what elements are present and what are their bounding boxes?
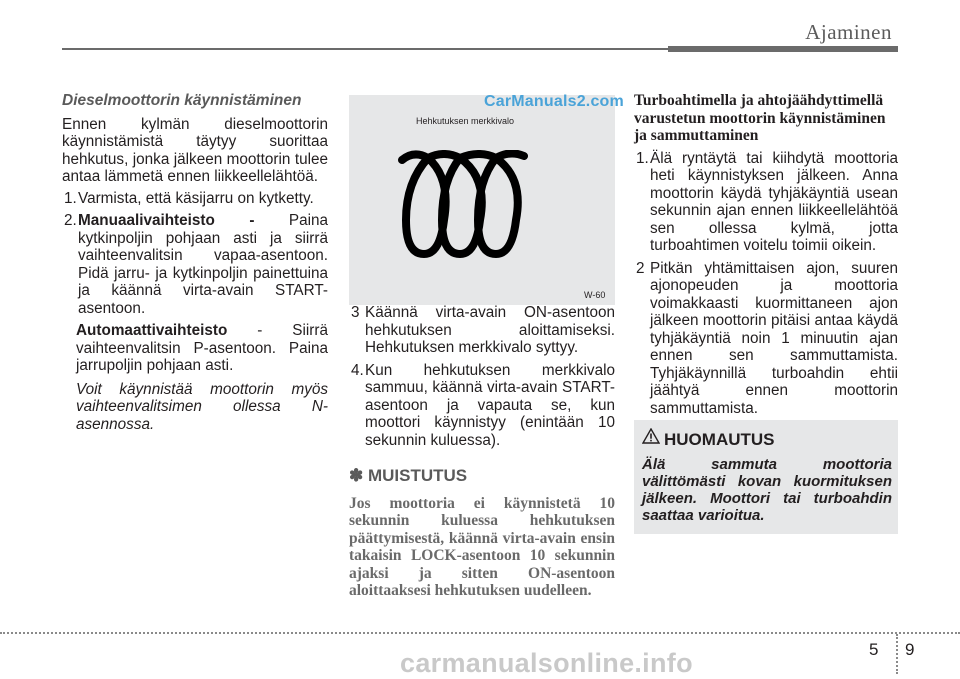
step-1 [62,190,328,208]
step-lead: Manuaalivaihteisto - [78,212,255,229]
header-rule-accent [668,46,898,52]
footer-watermark: carmanualsonline.info [400,648,693,678]
step-3 [349,304,615,357]
automatic-text: - Siirrä vaihteenvalitsin P-asentoon. Paina jarrupoljin pohjaan asti. [76,322,328,374]
watermark: CarManuals2.com [484,93,624,110]
memo-text: Jos moottoria ei käynnistetä 10 sekunnin kuluessa hehkutuksen päättymisestä, käännä virta-avain ensin takaisin LOCK-asentoon 10 sekunnin ajaksi ja sitten ON-asentoon aloittaaksesi hehkutuksen uudelleen. [349,494,615,599]
automatic-lead: Automaattivaihteisto [76,322,228,339]
chapter-title: Ajaminen [805,20,892,44]
figure-label: Hehkutuksen merkkivalo [416,116,515,126]
step-number: 2 [636,259,645,277]
turbo-section [634,92,898,422]
chapter-number: 5 [869,640,879,659]
caution-text: Älä sammuta moottoria välittömästi kovan kuormituksen jälkeen. Moottori tai turboahdin saattaa varioitua. [642,456,892,524]
step-number: 1. [636,149,649,167]
step-text: Pitkän yhtämittaisen ajon, suuren ajonopeuden ja moottoria voimakkaasti kuormittaneen ajon jälkeen moottorin pitäisi antaa käydä tyhjäkäyntiä noin 1 minuutin ajan ennen sen sammuttamista. Tyhjäkäynnillä turboahdin ehtii jäähtyä ennen moottorin sammuttamista. [650,259,898,417]
intro-paragraph: Ennen kylmän dieselmoottorin käynnistämistä täytyy suorittaa hehkutus, jonka jälkeen moottorin tulee antaa lämmetä ennen liikkeellelähtöä. [62,115,328,185]
page-number: 9 [905,640,915,659]
step-2 [62,212,328,317]
steps-continued [349,304,615,600]
warning-icon [642,428,660,444]
glow-plug-indicator-icon [396,150,566,260]
step-text: Paina kytkinpoljin pohjaan asti ja siirrä vaihteenvalitsin vapaa-asentoon. Pidä jarru- ja kytkinpoljin painettuina ja käännä virta-avain START-asentoon. [78,212,329,317]
caution-title: HUOMAUTUS [664,430,775,449]
turbo-step-2 [634,260,898,418]
memo-title: ✽ MUISTUTUS [349,466,468,485]
step-text: Käännä virta-avain ON-asentoon hehkutuksen aloittamiseksi. Hehkutuksen merkkivalo syttyy. [365,304,615,356]
step-text: Kun hehkutuksen merkkivalo sammuu, käännä virta-avain START-asentoon ja vapauta se, kun moottori käynnistyy (enintään 10 sekunnin kuluessa). [365,361,615,449]
section-title: Dieselmoottorin käynnistäminen [62,92,302,109]
step-4 [349,362,615,450]
automatic-note: Voit käynnistää moottorin myös vaihteenvalitsimen ollessa N-asennossa. [76,380,328,433]
step-number: 1. [64,189,77,207]
automatic-transmission [62,322,328,375]
diesel-start-section [62,92,328,433]
step-text: Älä ryntäytä tai kiihdytä moottoria heti käynnistyksen jälkeen. Anna moottorin käydä tyhjäkäyntiä usean sekunnin ajan ennen liikkeellelähtöä sen ollessa kylmä, jotta turboahtimen voitelu toimii oikein. [650,149,898,254]
turbo-step-1 [634,150,898,255]
footer-rule [0,632,960,634]
figure-code: W-60 [584,290,606,300]
step-number: 2. [64,212,77,229]
page-number-separator [896,634,898,674]
step-number: 4. [351,361,364,379]
turbo-title: Turboahtimella ja ahtojäähdyttimellä varustetun moottorin käynnistäminen ja sammuttaminen [634,92,886,144]
header-rule [62,48,672,50]
step-number: 3 [351,304,360,321]
step-text: Varmista, että käsijarru on kytketty. [78,189,314,207]
